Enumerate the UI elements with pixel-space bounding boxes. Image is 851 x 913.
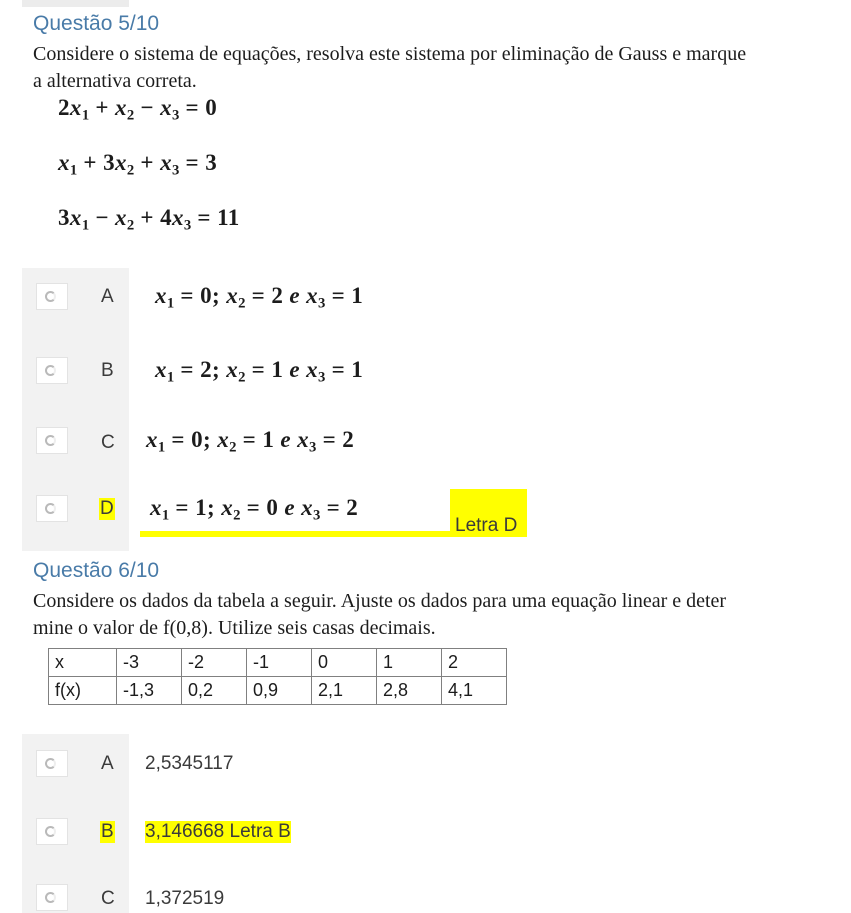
option-letter-q6-c: C <box>101 888 115 909</box>
radio-circle-icon <box>45 503 56 514</box>
radio-circle-icon <box>45 291 56 302</box>
highlight-underline-q5 <box>140 531 452 537</box>
equation-2: $x_1 + 3x_2 + x_3 = 3$ <box>58 150 218 179</box>
question-6-statement-line-1: Considere os dados da tabela a seguir. Ajuste os dados para uma equação linear e deter <box>33 590 727 612</box>
table-header-x: x <box>49 649 117 677</box>
table-cell-x-0: -3 <box>117 649 182 677</box>
radio-circle-icon <box>45 365 56 376</box>
question-5-title: Questão 5/10 <box>33 12 160 35</box>
option-text-q6-a: 2,5345117 <box>145 753 234 774</box>
option-letter-q6-a: A <box>101 753 114 774</box>
question-6-statement-line-2: mine o valor de f(0,8). Utilize seis casas decimais. <box>33 617 436 639</box>
equation-1: $2x_1 + x_2 - x_3 = 0$ <box>58 95 218 124</box>
table-cell-fx-5: 4,1 <box>442 677 507 705</box>
table-cell-x-1: -2 <box>182 649 247 677</box>
radio-q5-option-b[interactable] <box>36 357 68 384</box>
table-cell-x-3: 0 <box>312 649 377 677</box>
option-text-q5-b: $x_1 = 2$; $x_2 = 1$ e $x_3 = 1$ <box>155 357 364 386</box>
radio-q6-option-a[interactable] <box>36 750 68 777</box>
radio-q5-option-a[interactable] <box>36 283 68 310</box>
option-letter-q5-b: B <box>101 360 114 381</box>
option-text-q5-d: $x_1 = 1$; $x_2 = 0$ e $x_3 = 2$ <box>150 495 359 524</box>
option-text-q6-c: 1,372519 <box>145 888 225 909</box>
data-table <box>48 648 507 705</box>
option-letter-q5-d: D <box>100 498 114 519</box>
option-text-q5-c: $x_1 = 0$; $x_2 = 1$ e $x_3 = 2$ <box>146 427 355 456</box>
table-row-fx <box>49 677 507 705</box>
radio-q6-option-b[interactable] <box>36 818 68 845</box>
option-letter-q5-a: A <box>101 286 114 307</box>
table-cell-fx-4: 2,8 <box>377 677 442 705</box>
question-5-statement: Considere o sistema de equações, resolva este sistema por eliminação de Gauss e marque a alternativa correta. <box>33 43 747 92</box>
option-letter-q6-b: B <box>101 821 114 842</box>
table-cell-x-5: 2 <box>442 649 507 677</box>
radio-q5-option-c[interactable] <box>36 427 68 454</box>
table-cell-x-2: -1 <box>247 649 312 677</box>
top-grey-band <box>22 0 129 7</box>
radio-q6-option-c[interactable] <box>36 884 68 911</box>
table-header-fx: f(x) <box>49 677 117 705</box>
answer-annotation-q5: Letra D <box>455 515 518 536</box>
table-cell-fx-0: -1,3 <box>117 677 182 705</box>
option-letter-q5-c: C <box>101 432 115 453</box>
option-text-q6-b: 3,146668 Letra B <box>145 821 291 842</box>
radio-circle-icon <box>45 758 56 769</box>
radio-q5-option-d[interactable] <box>36 495 68 522</box>
table-row-x <box>49 649 507 677</box>
radio-circle-icon <box>45 435 56 446</box>
radio-circle-icon <box>45 826 56 837</box>
question-6-title: Questão 6/10 <box>33 559 160 582</box>
table-cell-x-4: 1 <box>377 649 442 677</box>
table-cell-fx-1: 0,2 <box>182 677 247 705</box>
equation-3: $3x_1 - x_2 + 4x_3 = 11$ <box>58 205 240 234</box>
option-text-q5-a: $x_1 = 0$; $x_2 = 2$ e $x_3 = 1$ <box>155 283 364 312</box>
table-cell-fx-3: 2,1 <box>312 677 377 705</box>
radio-circle-icon <box>45 892 56 903</box>
table-cell-fx-2: 0,9 <box>247 677 312 705</box>
